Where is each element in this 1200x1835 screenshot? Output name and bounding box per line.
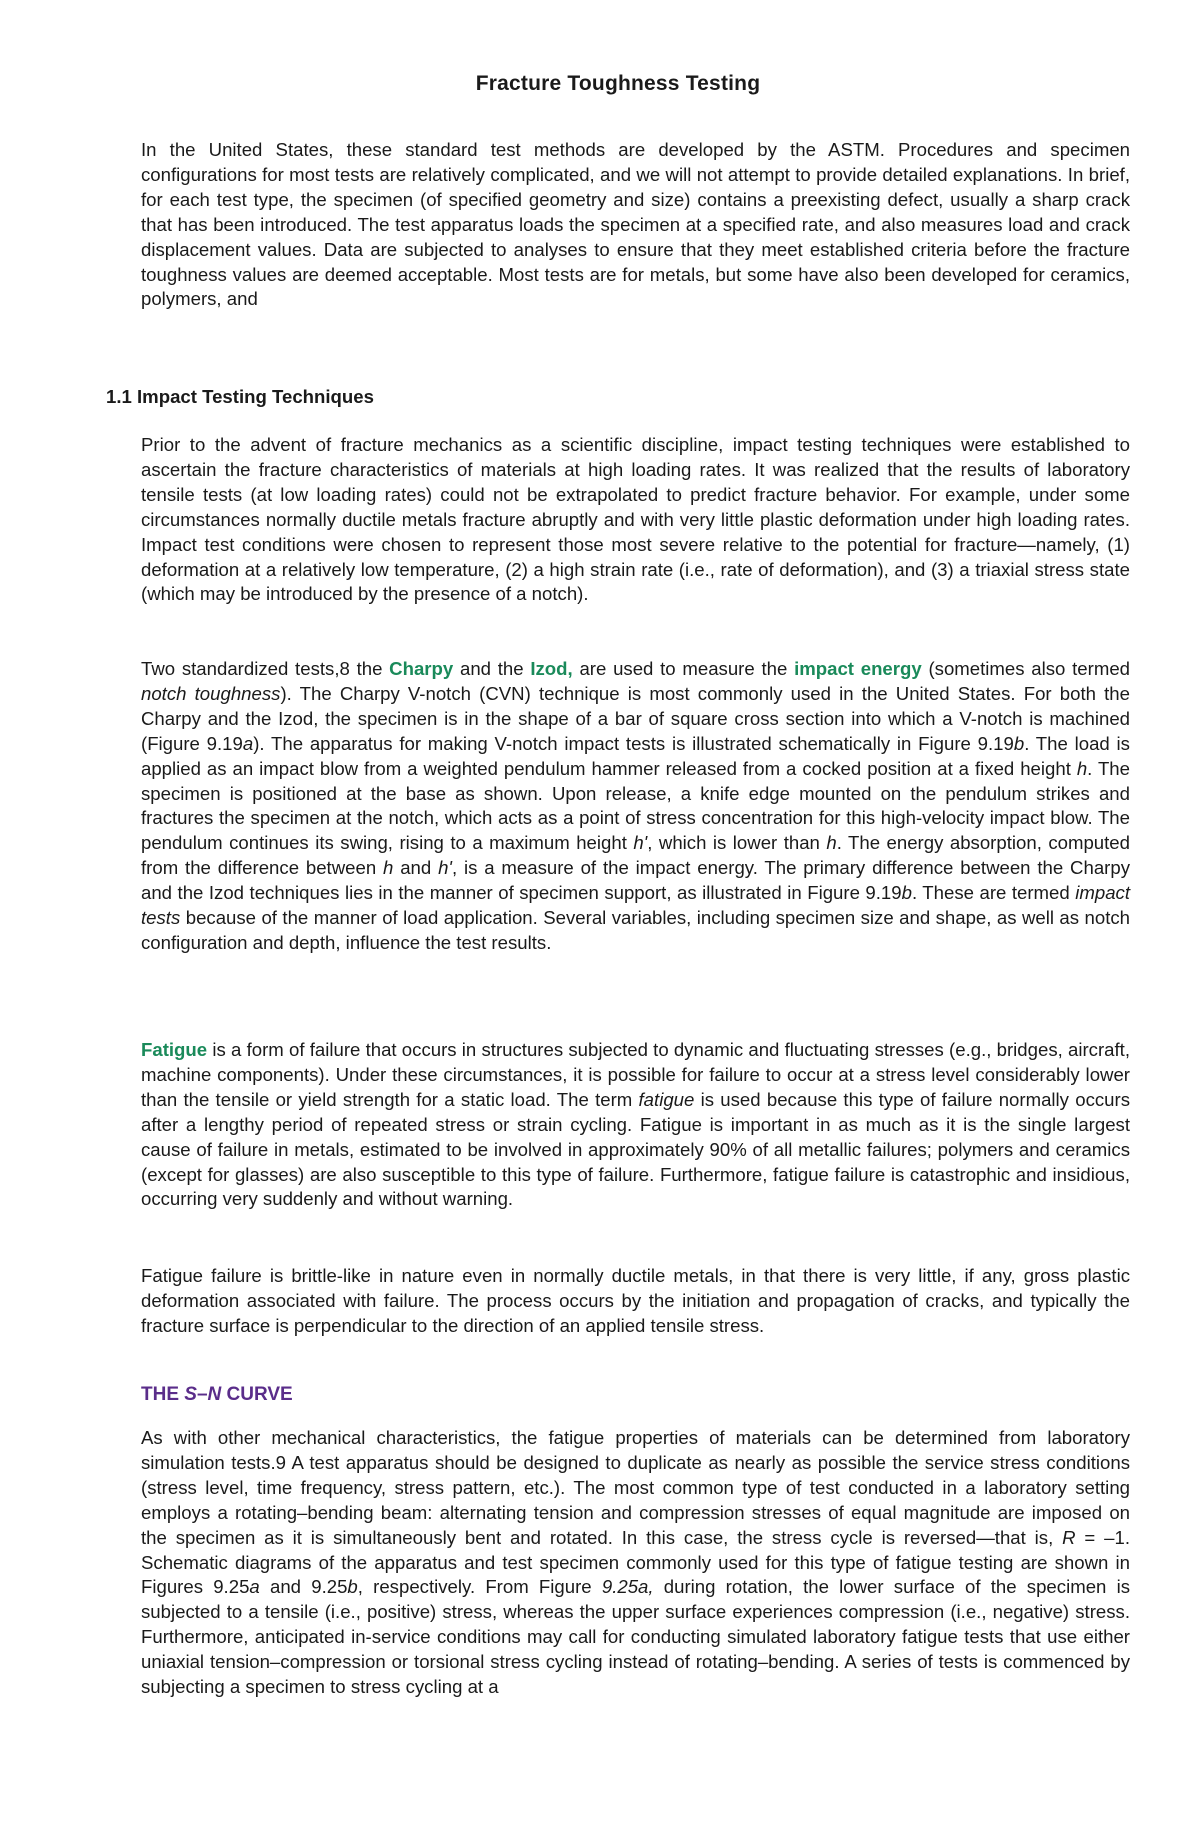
text-segment: = –1. Schematic diagrams of the apparatus and test specimen commonly used for this type of fatigue testing are shown in Figures 9.25 [141, 1526, 1130, 1598]
text-segment: Two standardized tests,8 the [141, 658, 390, 679]
heading-n: N [207, 1384, 222, 1405]
impact-tests-term: impact tests [141, 882, 1130, 929]
sn-curve-paragraph [141, 1426, 1130, 1700]
charpy-term: Charpy [389, 658, 454, 679]
text-segment: , respectively. From Figure [357, 1576, 602, 1598]
variable-h: h [383, 857, 394, 879]
impact-energy-term: impact energy [794, 658, 922, 679]
fatigue-paragraph-1 [141, 1038, 1130, 1212]
heading-dash: – [196, 1384, 208, 1405]
izod-term: Izod, [530, 658, 573, 679]
variable-h: h [1076, 757, 1088, 779]
text-segment: As with other mechanical characteristics, the fatigue properties of materials can be determined from laboratory simulation tests.9 A test apparatus should be designed to duplicate as nearly as possible the service stress conditions (stress level, time frequency, stress pattern, etc.). The most common type of test conducted in a laboratory setting employs a rotating–bending beam: alternating tension and compression stresses of equal magnitude are imposed on the specimen as it is simultaneously bent and rotated. In this case, the stress cycle is reversed—that is, [141, 1427, 1130, 1548]
text-segment: is a form of failure that occurs in structures subjected to dynamic and fluctuating stresses (e.g., bridges, aircraft, machine components). Under these circumstances, it is possible for failure to occur at a stress level considerably lower than the tensile or yield strength for a static load. The term [141, 1039, 1130, 1110]
text-segment: , is a measure of the impact energy. The primary difference between the Charpy and the Izod techniques lies in the manner of specimen support, as illustrated in Figure 9.19 [141, 857, 1130, 904]
text-segment: ). The Charpy V-notch (CVN) technique is most commonly used in the United States. For both the Charpy and the Izod, the specimen is in the shape of a bar of square cross section into which a V-notch is machined (Figure 9.19 [141, 682, 1130, 754]
intro-paragraph: In the United States, these standard test methods are developed by the ASTM. Procedures and specimen configurations for most tests are relatively complicated, and we will not attempt to provide detailed explanations. In brief, for each test type, the specimen (of specified geometry and size) contains a preexisting defect, usually a sharp crack that has been introduced. The test apparatus loads the specimen at a specified rate, and also measures load and crack displacement values. Data are subjected to analyses to ensure that they meet established criteria before the fracture toughness values are deemed acceptable. Most tests are for metals, but some have also been developed for ceramics, polymers, and [141, 139, 1130, 310]
text-segment: . The specimen is positioned at the base as shown. Upon release, a knife edge mounted on the pendulum strikes and fractures the specimen at the notch, which acts as a point of stress concentration for this high-velocity impact blow. The pendulum continues its swing, rising to a maximum height [141, 757, 1130, 854]
heading-segment: CURVE [221, 1384, 293, 1405]
figure-ref: a [249, 1576, 260, 1598]
variable-h-prime: h' [633, 832, 648, 854]
variable-r: R [1062, 1526, 1076, 1548]
text-segment: and the [453, 658, 531, 679]
text-segment: . The energy absorption, computed from the difference between [141, 832, 1130, 879]
figure-ref: b [347, 1576, 358, 1598]
figure-ref: a [242, 732, 254, 754]
text-segment: ). The apparatus for making V-notch impact tests is illustrated schematically in Figure 9.19 [253, 732, 1014, 754]
fatigue-italic-term: fatigue [638, 1088, 695, 1110]
figure-ref: b [1013, 732, 1025, 754]
variable-h-prime: h' [438, 857, 452, 879]
figure-ref: 9.25a, [601, 1576, 654, 1598]
text-segment: are used to measure the [572, 658, 795, 679]
text-segment: , which is lower than [647, 832, 827, 854]
fatigue-term: Fatigue [141, 1039, 208, 1060]
text-segment: . The load is applied as an impact blow from a weighted pendulum hammer released from a cocked position at a fixed height [141, 732, 1130, 779]
heading-s: S [184, 1384, 197, 1405]
text-segment: during rotation, the lower surface of the specimen is subjected to a tensile (i.e., positive) stress, whereas the upper surface experiences compression (i.e., negative) stress. Furthermore, anticipated in-service conditions may call for conducting simulated laboratory fatigue tests that use either uniaxial tension–compression or torsional stress cycling instead of rotating–bending. A series of tests is commenced by subjecting a specimen to stress cycling at a [141, 1576, 1131, 1698]
impact-paragraph-1: Prior to the advent of fracture mechanics as a scientific discipline, impact testing techniques were established to ascertain the fracture characteristics of materials at high loading rates. It was realized that the results of laboratory tensile tests (at low loading rates) could not be extrapolated to predict fracture behavior. For example, under some circumstances normally ductile metals fracture abruptly and with very little plastic deformation under high loading rates. Impact test conditions were chosen to represent those most severe relative to the potential for fracture—namely, (1) deformation at a relatively low temperature, (2) a high strain rate (i.e., rate of deformation), and (3) a triaxial stress state (which may be introduced by the presence of a notch). [141, 434, 1130, 605]
notch-toughness-term: notch toughness [141, 682, 281, 704]
section-heading-impact-testing: 1.1 Impact Testing Techniques [106, 386, 374, 407]
text-segment: because of the manner of load application. Several variables, including specimen size and shape, as well as notch configuration and depth, influence the test results. [141, 907, 1130, 953]
page-title: Fracture Toughness Testing [475, 72, 761, 95]
heading-segment: THE [141, 1384, 185, 1405]
text-segment: . These are termed [911, 882, 1076, 904]
impact-paragraph-2 [141, 657, 1130, 956]
fatigue-paragraph-2: Fatigue failure is brittle-like in nature even in normally ductile metals, in that there is very little, if any, gross plastic deformation associated with failure. The process occurs by the initiation and propagation of cracks, and typically the fracture surface is perpendicular to the direction of an applied tensile stress. [141, 1265, 1130, 1336]
sn-curve-heading [141, 1384, 293, 1406]
figure-ref: b [901, 882, 912, 904]
text-segment: and 9.25 [259, 1576, 348, 1598]
text-segment: (sometimes also termed [921, 658, 1131, 679]
variable-h: h [826, 832, 837, 854]
text-segment: is used because this type of failure normally occurs after a lengthy period of repeated stress or strain cycling. Fatigue is important in as much as it is the single largest cause of failure in metals, estimated to be involved in approximately 90% of all metallic failures; polymers and ceramics (except for glasses) are also susceptible to this type of failure. Furthermore, fatigue failure is catastrophic and insidious, occurring very suddenly and without warning. [141, 1088, 1130, 1210]
text-segment: and [393, 857, 439, 879]
